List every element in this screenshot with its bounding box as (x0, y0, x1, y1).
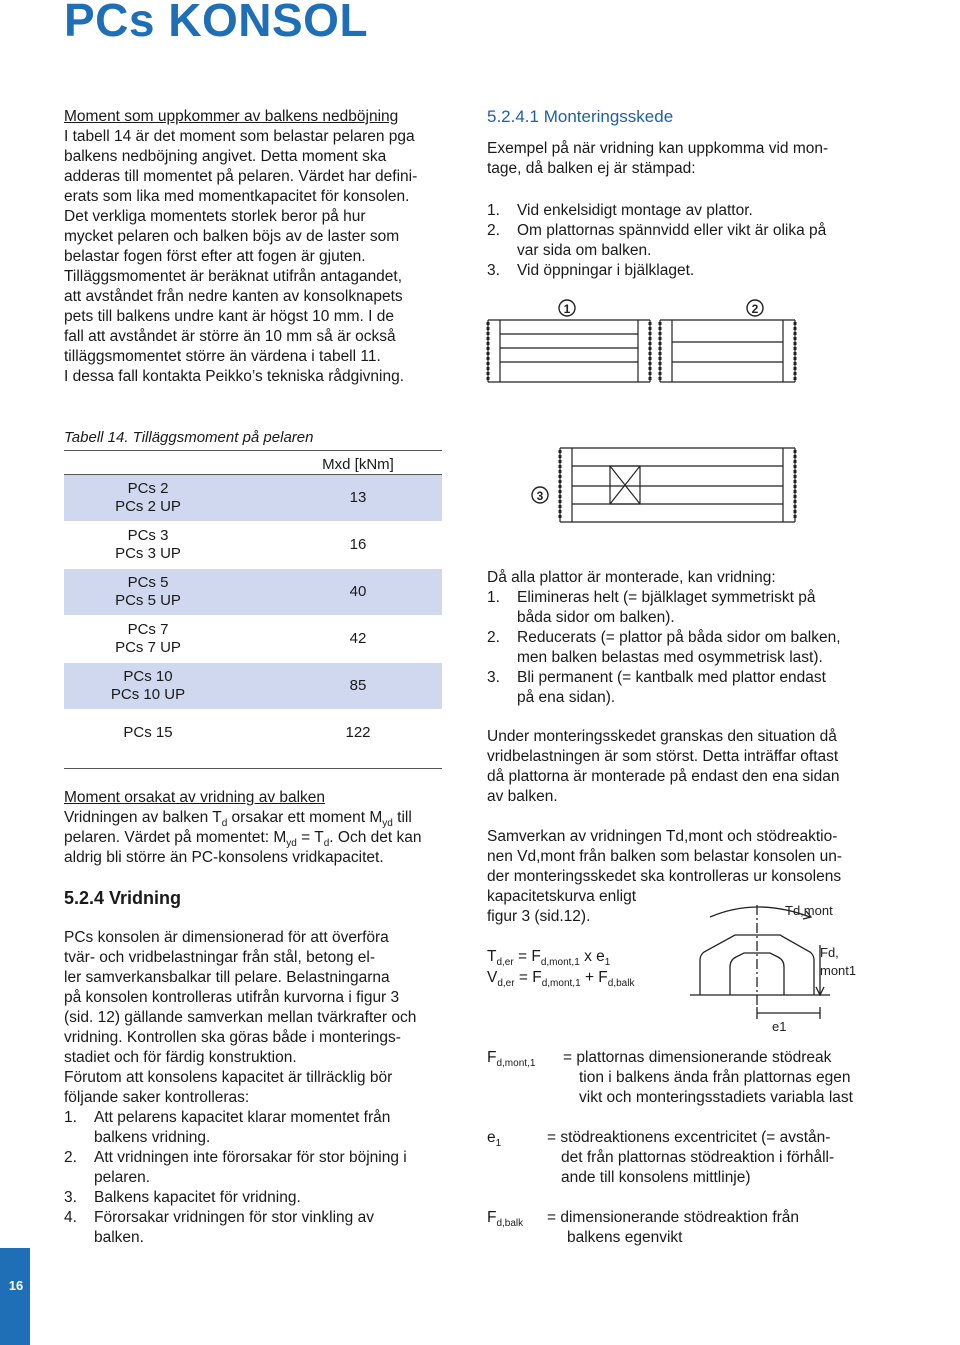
table-cell-value: 85 (349, 677, 367, 694)
vridning-line: på konsolen kontrolleras utifrån kurvorna i figur 3 (64, 989, 400, 1006)
def-line: balkens egenvikt (567, 1229, 683, 1246)
table-cell-value: 40 (349, 583, 367, 600)
bracket-figure (680, 895, 880, 1045)
vridning-line: Förutom att konsolens kapacitet är tillräcklig bör (64, 1069, 393, 1086)
list-item: 1. Elimineras helt (= bjälklaget symmetriskt på båda sidor om balken). (487, 589, 816, 626)
def-line: vikt och monteringsstadiets variabla last (579, 1089, 853, 1106)
torsion-line: pelaren. Värdet på momentet: $M_{yd} = T_d$. Och det kan (64, 829, 422, 850)
para-line: kapacitetskurva enligt (487, 888, 637, 905)
page-number-tab (0, 1248, 30, 1345)
table-row (64, 475, 442, 521)
moment-heading: Moment som uppkommer av balkens nedböjning (64, 108, 399, 125)
moment-line: balkens nedböjning angivet. Detta moment ska (64, 148, 387, 165)
table-caption: Tabell 14. Tilläggsmoment på pelaren (64, 429, 314, 446)
moment-line: tilläggsmomentet större än värdena i tabell 11. (64, 348, 381, 365)
def-symbol: $F_{d,balk}$ (487, 1209, 524, 1230)
table-cell-value: 42 (349, 630, 367, 647)
torsion-line: Vridningen av balken $T_d$ orsakar ett moment $M_{yd}$ till (64, 809, 412, 830)
table-cell-name: PCs 3 PCs 3 UP (115, 527, 181, 562)
moment-line: att avståndet från nedre kanten av konsolknapets (64, 288, 403, 305)
para-line: då plattorna är monterade på endast den ena sidan (487, 768, 840, 785)
def-line: det från plattornas stödreaktion i förhåll- (561, 1149, 835, 1166)
diagram-1-label: 1 (563, 302, 571, 316)
slab-diagram-1 (488, 320, 650, 382)
list-item: 2. Att vridningen inte förorsakar för stor böjning i pelaren. (64, 1149, 407, 1186)
e1-label: e1 (772, 1019, 787, 1034)
moment-body (64, 127, 442, 387)
table-bottom-rule (64, 768, 442, 769)
montering-heading: 5.2.4.1 Monteringsskede (487, 107, 674, 126)
def-symbol: $F_{d,mont,1}$ (487, 1049, 536, 1070)
list-item: 1. Vid enkelsidigt montage av plattor. (487, 202, 753, 219)
list-item: 3. Vid öppningar i bjälklaget. (487, 262, 695, 279)
moment-line: Det verkliga momentets storlek beror på hur (64, 208, 366, 225)
slab-diagrams (480, 290, 800, 562)
page-title: PCs KONSOL (64, 0, 369, 46)
def-line: ande till konsolens mittlinje) (561, 1169, 751, 1186)
moment-line: mycket pelaren och balken böjs av de laster som (64, 228, 400, 245)
table-cell-name: PCs 7 PCs 7 UP (115, 621, 181, 656)
table-row (64, 569, 442, 615)
fd-mont-label-2: mont1 (820, 963, 857, 978)
table-cell-value: 13 (349, 489, 367, 506)
para-line: av balken. (487, 788, 558, 805)
intro-line: Exempel på när vridning kan uppkomma vid mon- (487, 140, 829, 157)
montering-section (487, 107, 877, 281)
para-line: figur 3 (sid.12). (487, 908, 591, 925)
torsion-section (64, 788, 442, 868)
table-row (64, 712, 442, 752)
table-top-rule (64, 450, 442, 451)
para-line: vridbelastningen är som störst. Detta inträffar oftast (487, 748, 839, 765)
list-item: 1. Att pelarens kapacitet klarar momentet från balkens vridning. (64, 1109, 391, 1146)
list-item: 4. Förorsakar vridningen för stor vinkling av balken. (64, 1209, 374, 1246)
moment-line: fall att avståndet är större än 10 mm så är också (64, 328, 396, 345)
para-line: Under monteringsskedet granskas den situation då (487, 728, 837, 745)
fd-mont-label-1: Fd, (820, 945, 839, 960)
para1 (487, 727, 877, 807)
list-item: 3. Balkens kapacitet för vridning. (64, 1189, 301, 1206)
diagram-3-label: 3 (536, 489, 544, 503)
torsion-line: aldrig bli större än PC-konsolens vridkapacitet. (64, 849, 384, 866)
vridning-line: vridning. Kontrollen ska göras både i monterings- (64, 1029, 401, 1046)
table-row (64, 663, 442, 709)
list-item: 2. Om plattornas spännvidd eller vikt är olika på var sida om balken. (487, 222, 827, 259)
checks-list (64, 1108, 442, 1248)
para-line: der monteringsskedet ska kontrolleras ur konsolens (487, 868, 842, 885)
table-cell-name: PCs 10 PCs 10 UP (110, 668, 186, 703)
def-symbol: $e_1$ (487, 1129, 502, 1150)
equation-t: $T_{d,er} = F_{d,mont,1}$ x $e_1$ (487, 948, 611, 969)
list-item: 2. Reducerats (= plattor på båda sidor om balken, men balken belastas med osymmetrisk last). (487, 629, 841, 666)
table-cell-name: PCs 15 (123, 724, 173, 741)
moment-line: pets till balkens undre kant är högst 10 mm. I de (64, 308, 394, 325)
section-heading-vridning: 5.2.4 Vridning (64, 888, 182, 908)
moment-line: adderas till momentet på pelaren. Värdet har defini- (64, 168, 418, 185)
slab-diagram-2 (660, 320, 795, 382)
td-mont-label: Td,mont (785, 903, 833, 918)
cases-list (487, 201, 877, 281)
table-cell-value: 16 (349, 536, 367, 553)
para-line: nen Vd,mont från balken som belastar konsolen un- (487, 848, 842, 865)
table-cell-name: PCs 2 PCs 2 UP (115, 480, 181, 515)
table-cell-name: PCs 5 PCs 5 UP (115, 574, 181, 609)
table-cell-value: 122 (345, 724, 371, 741)
def-line: tion i balkens ända från plattornas egen (579, 1069, 851, 1086)
page-number: 16 (8, 1278, 24, 1293)
def-line: = stödreaktionens excentricitet (= avstån- (547, 1129, 831, 1146)
list-item: 3. Bli permanent (= kantbalk med plattor endast på ena sidan). (487, 669, 826, 706)
vridning-line: ler samverkansbalkar till pelare. Belastningarna (64, 969, 390, 986)
vridning-line: följande saker kontrolleras: (64, 1089, 250, 1106)
def-line: = dimensionerande stödreaktion från (547, 1209, 800, 1226)
moment-table (64, 450, 442, 770)
table-row (64, 616, 442, 662)
moment-line: belastar fogen först efter att fogen är gjuten. (64, 248, 366, 265)
moment-line: Tilläggsmomentet är beräknat utifrån antagandet, (64, 268, 403, 285)
intro-line: tage, då balken ej är stämpad: (487, 160, 696, 177)
vridning-line: tvär- och vridbelastningar från stål, betong el- (64, 949, 376, 966)
after-intro: Då alla plattor är monterade, kan vridning: (487, 569, 776, 586)
vridning-body (64, 928, 442, 1248)
moment-section (64, 107, 442, 387)
slab-diagram-3 (560, 448, 795, 522)
torsion-heading: Moment orsakat av vridning av balken (64, 789, 326, 806)
table-row (64, 522, 442, 568)
moment-line: I dessa fall kontakta Peikko’s tekniska rådgivning. (64, 368, 405, 385)
equation-v: $V_{d,er} = F_{d,mont,1} + F_{d,balk}$ (487, 969, 635, 990)
moment-line: erats som lika med momentkapacitet för konsolen. (64, 188, 410, 205)
after-section (487, 568, 877, 708)
moment-line: I tabell 14 är det moment som belastar pelaren pga (64, 128, 415, 145)
vridning-line: stadiet och för färdig konstruktion. (64, 1049, 297, 1066)
def-line: = plattornas dimensionerande stödreak (563, 1049, 832, 1066)
para-line: Samverkan av vridningen Td,mont och stödreaktio- (487, 828, 838, 845)
vridning-line: (sid. 12) gällande samverkan mellan tvärkrafter och (64, 1009, 417, 1026)
vridning-line: PCs konsolen är dimensionerad för att överföra (64, 929, 389, 946)
after-list (487, 588, 877, 708)
table-col-header: Mxd [kNm] (322, 456, 394, 473)
diagram-2-label: 2 (751, 302, 759, 316)
